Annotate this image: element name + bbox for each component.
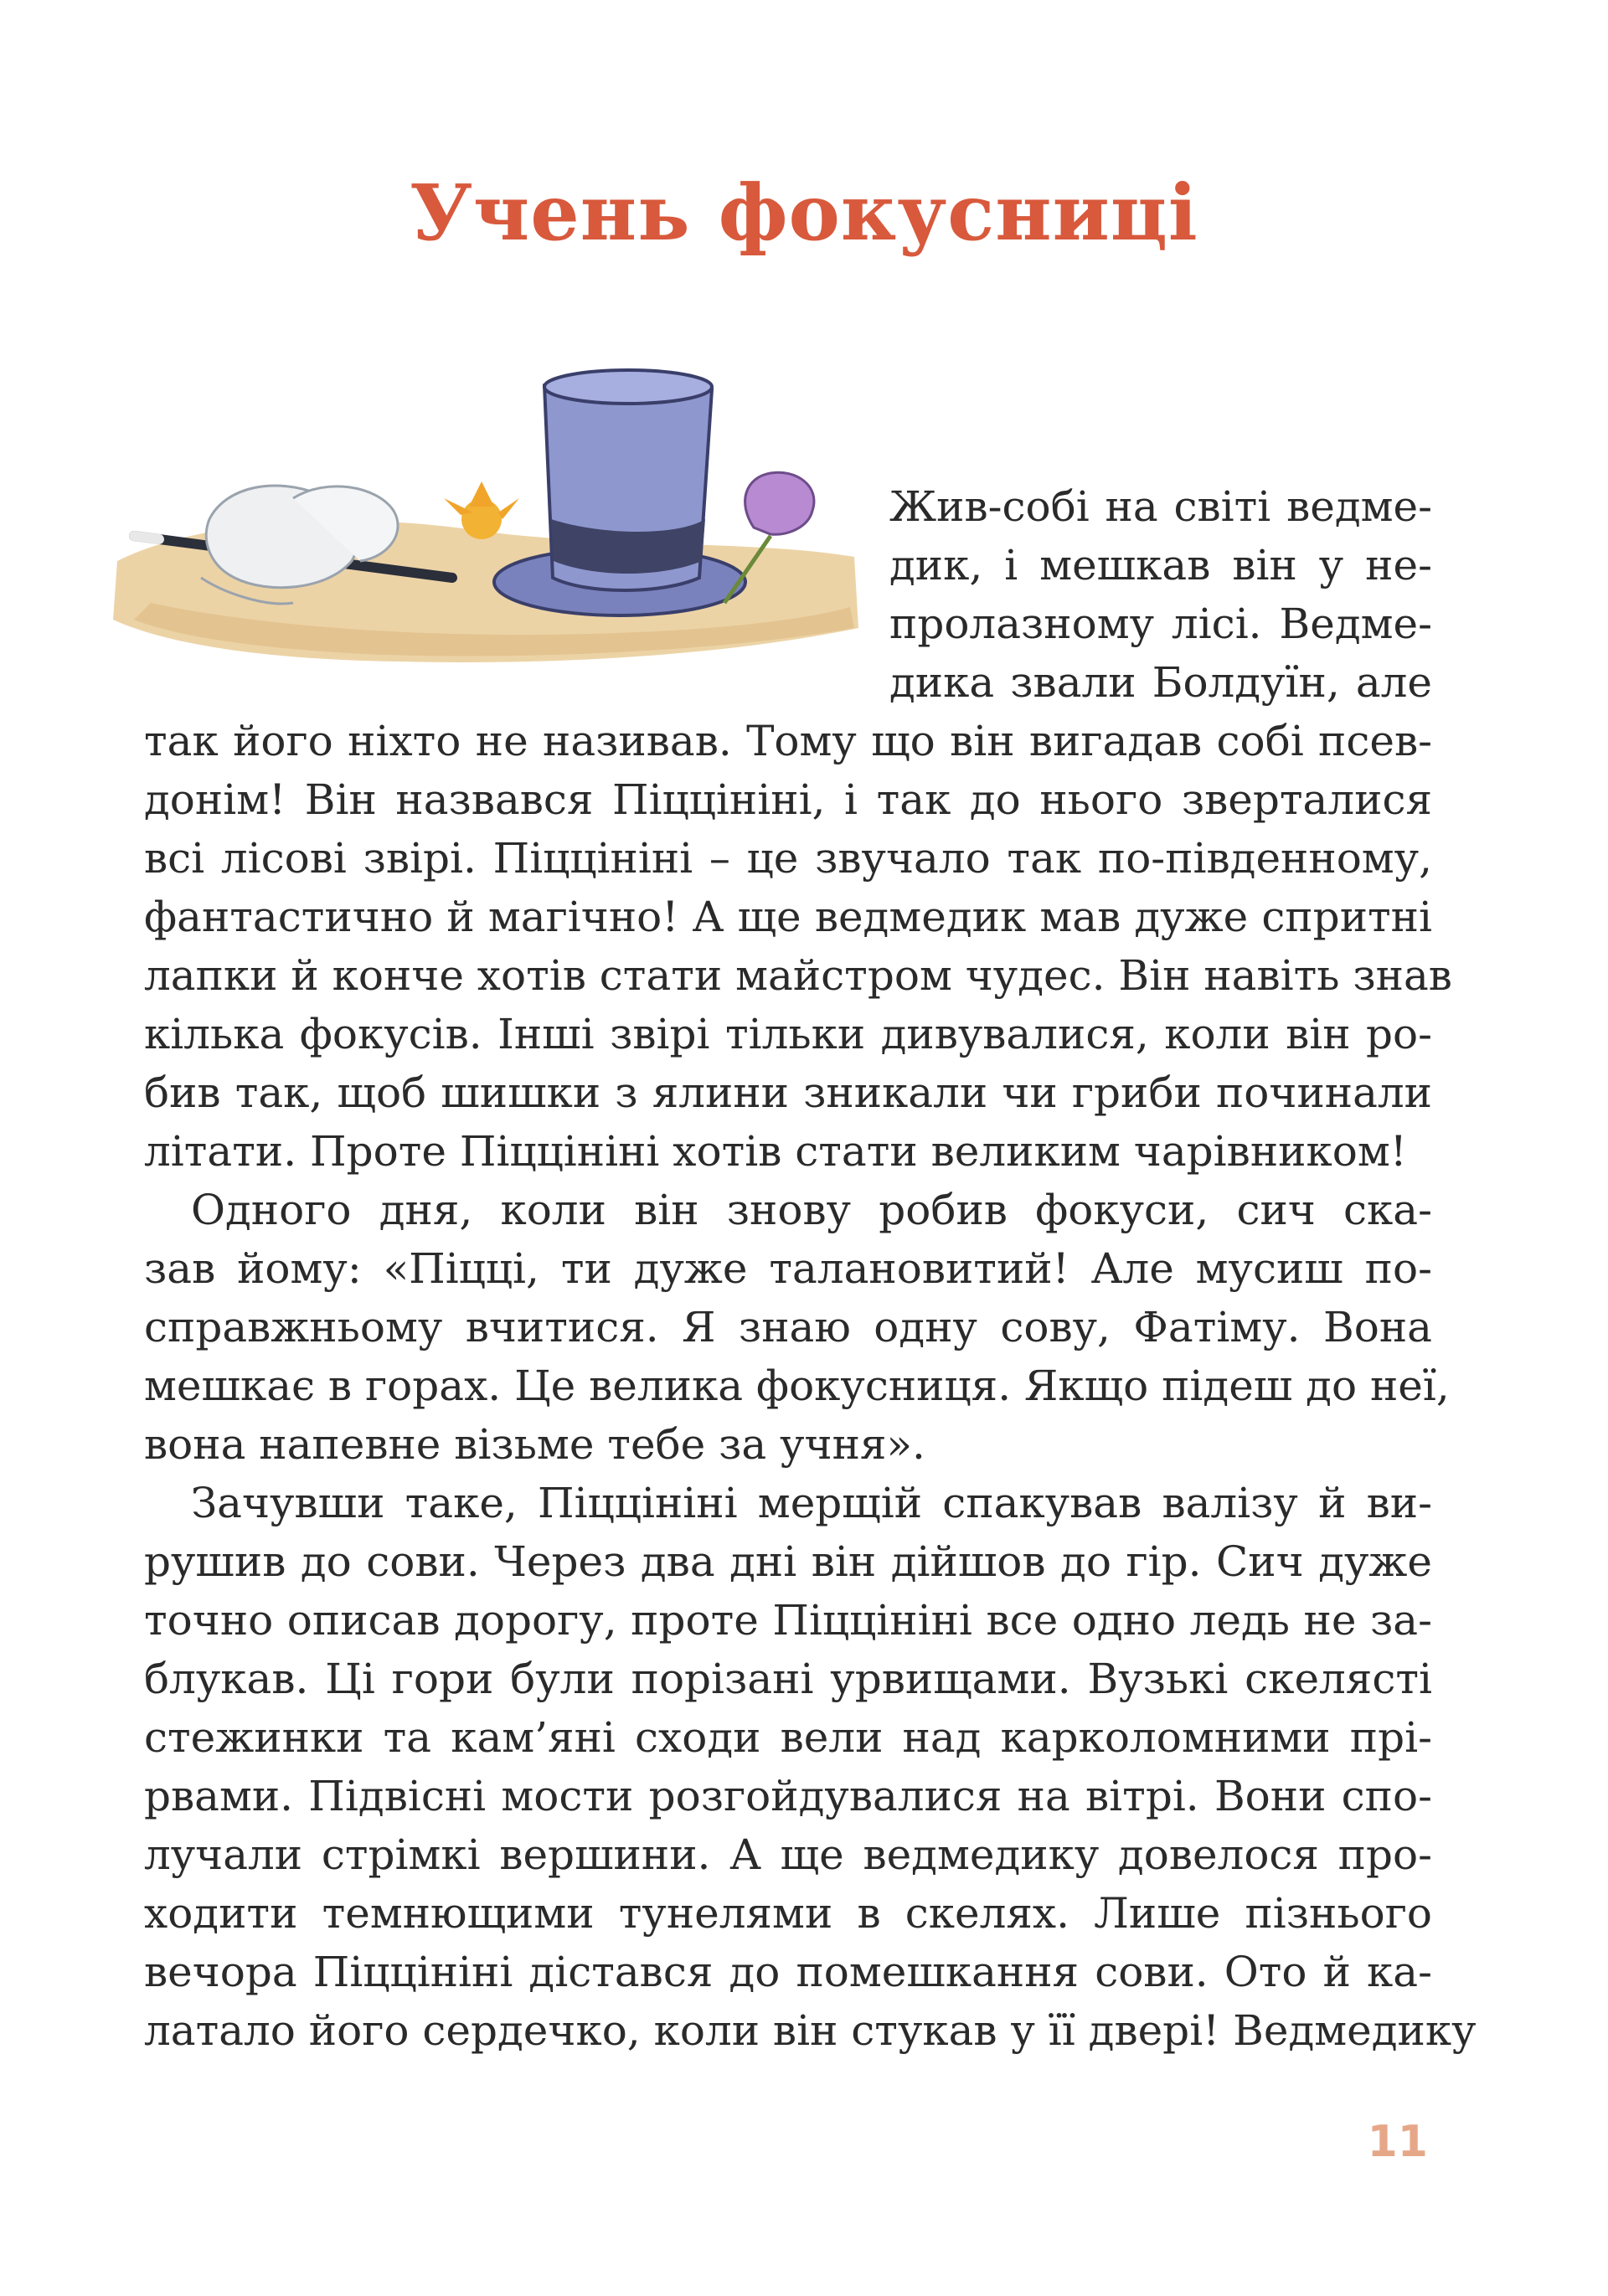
text-line: точно описав дорогу, проте Піццініні все одно ледь не за- <box>144 1596 1432 1645</box>
text-line: літати. Проте Піццініні хотів стати великим чарівником! <box>144 1127 1407 1176</box>
text-line: фантастично й магічно! А ще ведмедик мав дуже спритні <box>144 893 1432 941</box>
text-line: лапки й конче хотів стати майстром чудес. Він навіть знав <box>144 951 1452 1000</box>
chapter-title: Учень фокусниці <box>410 167 1198 258</box>
text-line: справжньому вчитися. Я знаю одну сову, Фатіму. Вона <box>144 1303 1432 1351</box>
text-line: блукав. Ці гори були порізані урвищами. Вузькі скелясті <box>144 1655 1432 1703</box>
text-line: латало його сердечко, коли він стукав у її двері! Ведмедику <box>144 2006 1477 2055</box>
text-line: так його ніхто не називав. Тому що він вигадав собі псев- <box>144 717 1432 765</box>
text-line: донім! Він назвався Піццініні, і так до нього зверталися <box>144 775 1432 824</box>
text-line: всі лісові звірі. Піццініні – це звучало так по-південному, <box>144 834 1432 883</box>
page-number: 11 <box>1367 2117 1428 2167</box>
text-line: вечора Піццініні дістався до помешкання сови. Ото й ка- <box>144 1948 1432 1996</box>
text-line: бив так, щоб шишки з ялини зникали чи гриби починали <box>144 1068 1432 1117</box>
text-line: ходити темнющими тунелями в скелях. Лише пізнього <box>144 1889 1432 1938</box>
text-line: Жив-собі на світі ведме- <box>889 482 1432 531</box>
text-line: рушив до сови. Через два дні він дійшов до гір. Сич дуже <box>144 1537 1432 1586</box>
text-line: дика звали Болдуїн, але <box>889 658 1432 707</box>
text-line: рвами. Підвісні мости розгойдувалися на вітрі. Вони спо- <box>144 1772 1432 1820</box>
text-line: зав йому: «Піцці, ти дуже талановитий! Але мусиш по- <box>144 1244 1432 1293</box>
text-line: лучали стрімкі вершини. А ще ведмедику довелося про- <box>144 1830 1432 1879</box>
text-line: Одного дня, коли він знову робив фокуси, сич ска- <box>191 1186 1432 1234</box>
text-line: пролазному лісі. Ведме- <box>889 600 1432 648</box>
text-line: вона напевне візьме тебе за учня». <box>144 1420 925 1469</box>
text-line: мешкає в горах. Це велика фокусниця. Якщо підеш до неї, <box>144 1362 1450 1410</box>
text-line: дик, і мешкав він у не- <box>889 541 1432 589</box>
text-line: Зачувши таке, Піццініні мерщій спакував валізу й ви- <box>191 1479 1432 1527</box>
text-line: стежинки та кам’яні сходи вели над карколомними прі- <box>144 1713 1432 1762</box>
text-line: кілька фокусів. Інші звірі тільки дивувалися, коли він ро- <box>144 1010 1432 1058</box>
story-text <box>144 477 1477 2060</box>
